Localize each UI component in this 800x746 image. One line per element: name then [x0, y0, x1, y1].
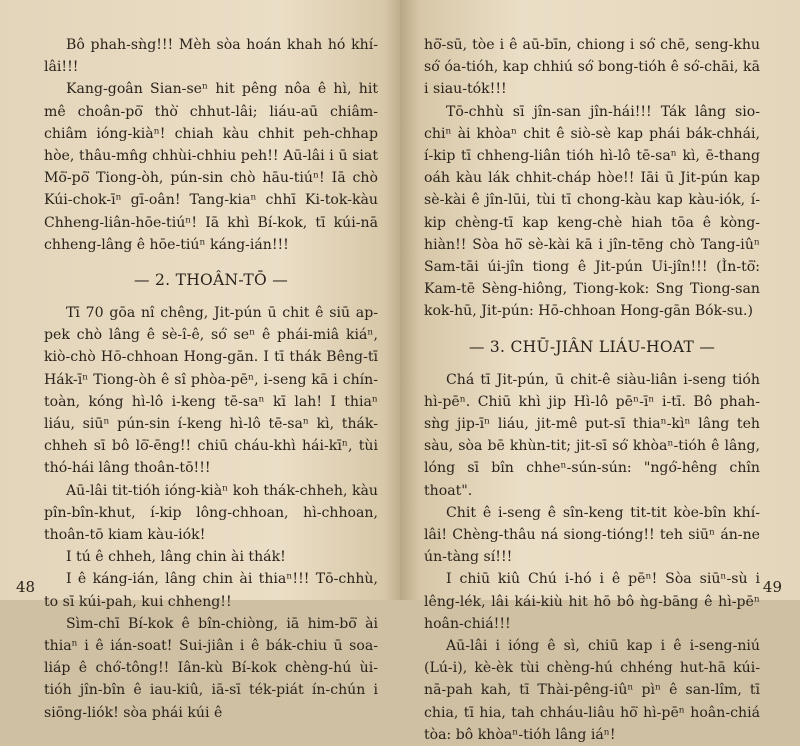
left-page — [0, 0, 400, 721]
right-page-text — [424, 34, 760, 746]
page-number: 49 — [762, 578, 782, 596]
paragraph: Chit ê i-seng ê sîn-keng tit-tit kòe-bîn khí-lâi! Chèng-thâu ná siong-tióng!! teh siūⁿ án-ne ún-tàng sí!!! — [424, 504, 760, 566]
paragraph: Aū-lâi tit-tióh ióng-kiàⁿ koh thák-chheh, kàu pîn-bîn-khut, í-kip lông-chhoan, hì-chhoan, thoân-tō kiam kàu-iók! — [44, 482, 378, 544]
paragraph: Tī 70 gōa nî chêng, Jit-pún ū chit ê siū ap-pek chò lâng ê sè-î-ê, só͘ seⁿ ê phái-miâ kiáⁿ, kiò-chò Hō-chhoan Hong-gān. I tī thák Bêng-tī Hák-īⁿ Tiong-òh ê sî phòa-pēⁿ, i-seng kā i chín-toàn, kóng hì-lô i-keng tē-saⁿ kī lah! I thiaⁿ liáu, siūⁿ pún-sin í-keng hì-lô tē-saⁿ kì, thák-chheh sī bô lō͘-ēng!! chiū cháu-khì hái-kīⁿ, tùi thó-hái lâng thoân-tō!!! — [44, 305, 378, 477]
left-page-text — [44, 34, 378, 724]
paragraph: Sìm-chī Bí-kok ê bîn-chiòng, iā him-bō͘ ài thiaⁿ i ê ián-soat! Sui-jiân i ê bák-chiu ū soa-liáp ê chó͘-tông!! Iân-kù Bí-kok chèng-hú ùi-tióh jîn-bîn ê iau-kiû, iā-sī ték-piát ín-chún i siōng-liók! sòa phái kúi ê — [44, 615, 378, 721]
section-heading: — 2. THOÂN-TŌ — — [133, 271, 289, 290]
paragraph: Aū-lâi i ióng ê sì, chiū kap i ê i-seng-niú (Lú-i), kè-èk tùi chèng-hú chhéng hut-hā kúi-nā-pah kah, tī Thài-pêng-iûⁿ pìⁿ ê san-lîm, tī chia, tī hia, tah chháu-liâu hō͘ hì-pēⁿ hoân-chiá tòa: bô khòaⁿ-tióh lâng iáⁿ! — [424, 638, 760, 743]
paragraph: Chá tī Jit-pún, ū chit-ê siàu-liân i-seng tióh hì-pēⁿ. Chiū khì jip Hì-lô pēⁿ-īⁿ i-tī. Bô phah-sǹg jip-īⁿ liáu, jit-mê put-sī thiaⁿ-kìⁿ lâng teh sàu, sòa bē khùn-tit; jit-sī só͘ khòaⁿ-tióh ê lâng, lóng sī bîn chheⁿ-sún-sún: "ngó͘-hêng chîn thoat". — [424, 371, 760, 499]
paragraph: I chiū kiû Chú i-hó i ê pēⁿ! Sòa siūⁿ-sù i lêng-lék, lâi kái-kiù hit hō bô ǹg-bāng ê hì-pēⁿ hoân-chiá!!! — [424, 571, 760, 632]
section-heading: — 3. CHŪ-JIÂN LIÁU-HOAT — — [468, 337, 716, 356]
paragraph: I tú ê chheh, lâng chin ài thák! — [66, 549, 286, 566]
paragraph: hō͘-sū, tòe i ê aū-bīn, chiong i só͘ chē, seng-khu só͘ óa-tióh, kap chhiú só͘ bong-tióh ê só͘-chāi, kā i siau-tók!!! — [424, 37, 760, 98]
paragraph: Bô phah-sǹg!!! Mèh sòa hoán khah hó khí-lâi!!! — [44, 37, 378, 76]
paragraph: Kang-goân Sian-seⁿ hit pêng nôa ê hì, hit mê choân-pō͘ thò͘ chhut-lâi; liáu-aū chiâm-chiâm ióng-kiàⁿ! chiah kàu chhit peh-chhap hòe, thâu-mn̂g chhùi-chhiu peh!! Aū-lâi i ū siat Mō͘-pō͘ Tiong-òh, pún-sin chò hāu-tiúⁿ! Iā chò Kúi-chok-īⁿ gī-oân! Tang-kiaⁿ chhī Ki-tok-kàu Chheng-liân-hōe-tiúⁿ! Iā khì Bí-kok, tī kúi-nā chheng-lâng ê hōe-tiúⁿ káng-ián!!! — [44, 81, 378, 253]
paragraph: Tō-chhù sī jîn-san jîn-hái!!! Ták lâng sio-chiⁿ ài khòaⁿ chit ê siò-sè kap phái bák-chhái, í-kip tī chheng-liân tióh hì-lô tē-saⁿ kì, ē-thang oáh kàu lák chhit-cháp hòe!! Iāi ū Jit-pún kap sè-kài ê jîn-lūi, tùi tī chong-kàu kap kàu-iók, í-kip chèng-tī kap keng-chè hiah tōa ê kòng-hiàn!! Sòa hō͘ sè-kài kā i jîn-tēng chò Tang-iûⁿ Sam-tāi úi-jîn tiong ê Jit-pún Ui-jîn!!! (Ìn-tō͘: Kam-tē Sèng-hiông, Tiong-kok: Sng Tiong-san kok-hū, Jit-pún: Hō-chhoan Hong-gān Bók-su.) — [424, 103, 760, 320]
paragraph: I ê káng-ián, lâng chin ài thiaⁿ!!! Tō-chhù, to sī kúi-pah, kui chheng!! — [44, 571, 378, 610]
right-page — [400, 0, 800, 743]
page-number: 48 — [16, 578, 36, 596]
